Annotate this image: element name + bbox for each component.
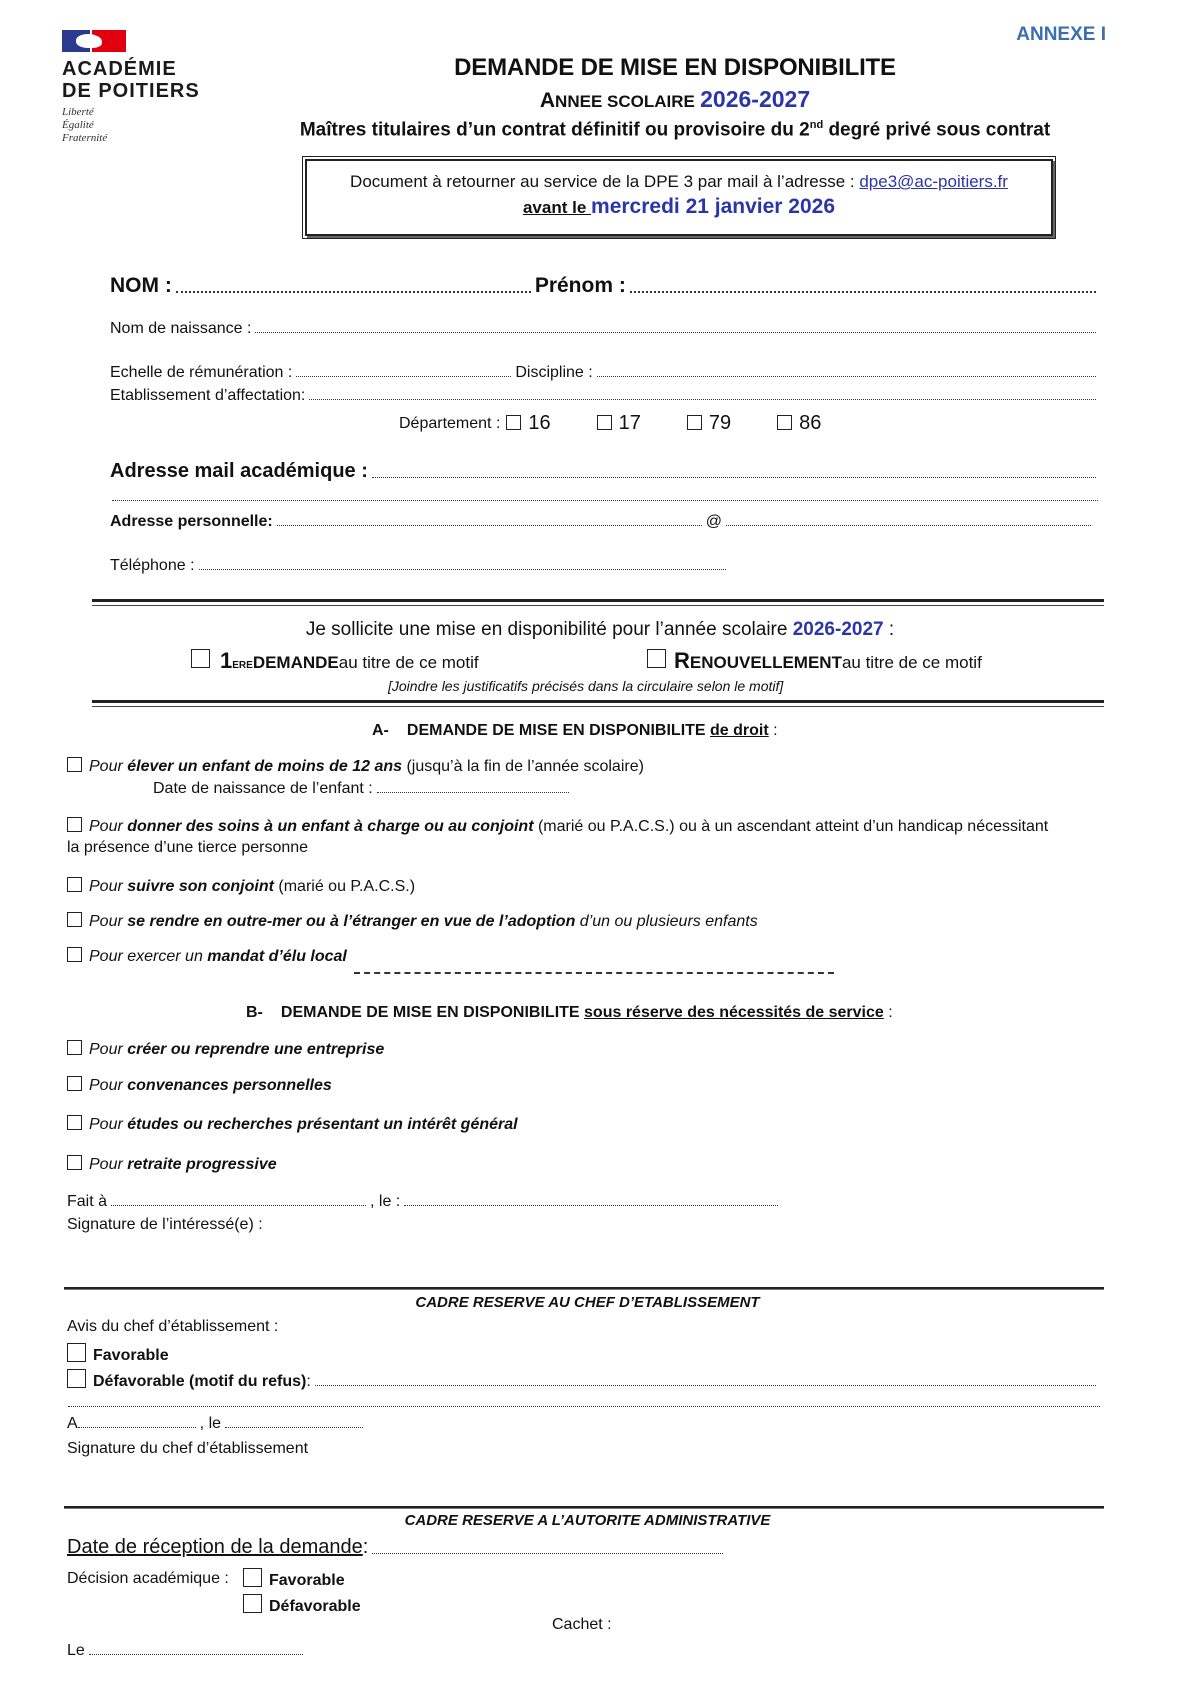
logo-poitiers: DE POITIERS	[62, 80, 200, 102]
option-a4-checkbox[interactable]	[67, 912, 82, 927]
chef-a-row: A , le	[67, 1415, 367, 1433]
mail-label: Adresse mail académique :	[110, 460, 368, 482]
chef-defavorable-option[interactable]: Défavorable (motif du refus)	[67, 1369, 306, 1391]
decision-defavorable-checkbox[interactable]	[243, 1594, 262, 1613]
decision-favorable-option[interactable]: Favorable	[243, 1568, 345, 1590]
chef-motif-field[interactable]	[315, 1384, 1096, 1386]
notice-email-link[interactable]: dpe3@ac-poitiers.fr	[859, 172, 1008, 191]
divider	[64, 1506, 1104, 1509]
telephone-label: Téléphone :	[110, 557, 195, 574]
sollicite-line: Je sollicite une mise en disponibilité pour l’année scolaire 2026-2027 :	[305, 619, 895, 640]
divider	[92, 599, 1104, 606]
mail-continuation[interactable]	[112, 500, 1098, 501]
checkbox-86[interactable]	[777, 415, 792, 430]
chef-defavorable-checkbox[interactable]	[67, 1369, 86, 1388]
departement-16[interactable]: 16	[506, 412, 550, 435]
divider	[64, 1287, 1104, 1290]
nom-prenom-row	[110, 274, 1100, 298]
adresse-field[interactable]	[277, 524, 702, 526]
section-a-title: A- DEMANDE DE MISE EN DISPONIBILITE de droit :	[372, 722, 778, 739]
etablissement-row	[110, 387, 1100, 405]
date-field[interactable]	[404, 1204, 778, 1206]
at-sign: @	[705, 513, 722, 530]
chef-signature-label: Signature du chef d’établissement	[67, 1440, 309, 1457]
logo-academie: ACADÉMIE	[62, 58, 177, 80]
chef-avis-label: Avis du chef d’établissement :	[67, 1318, 279, 1335]
notice-line1: Document à retourner au service de la DPE 3 par mail à l’adresse :	[350, 172, 860, 191]
adresse-label: Adresse personnelle:	[110, 513, 273, 530]
echelle-label: Echelle de rémunération :	[110, 364, 293, 381]
decision-label: Décision académique :	[67, 1570, 229, 1587]
reception-label: Date de réception de la demande	[67, 1536, 363, 1558]
renewal-option[interactable]: R ENOUVELLEMENT au titre de ce motif	[647, 648, 982, 674]
option-b2[interactable]: Pour convenances personnelles	[67, 1076, 332, 1095]
echelle-field[interactable]	[296, 375, 511, 377]
option-b2-checkbox[interactable]	[67, 1076, 82, 1091]
option-a5-checkbox[interactable]	[67, 947, 82, 962]
chef-favorable-checkbox[interactable]	[67, 1343, 86, 1362]
fait-field[interactable]	[111, 1204, 366, 1206]
option-a1-checkbox[interactable]	[67, 757, 82, 772]
adresse-field-2[interactable]	[726, 524, 1091, 526]
option-a2[interactable]: Pour donner des soins à un enfant à charge ou au conjoint (marié ou P.A.C.S.) ou à un ascendant atteint d’un handicap nécessitant	[67, 815, 1107, 839]
chef-motif-continuation[interactable]	[68, 1406, 1100, 1407]
chef-favorable-option[interactable]: Favorable	[67, 1343, 169, 1365]
echelle-row	[110, 364, 1100, 382]
fait-row	[67, 1193, 782, 1211]
option-b1-checkbox[interactable]	[67, 1040, 82, 1055]
motto-egalite: Égalité	[62, 119, 94, 131]
telephone-row	[110, 557, 730, 575]
joindre-note: [Joindre les justificatifs précisés dans la circulaire selon le motif]	[388, 678, 784, 694]
option-b4[interactable]: Pour retraite progressive	[67, 1155, 277, 1174]
annexe-label: ANNEXE I	[1016, 24, 1106, 45]
divider	[92, 700, 1104, 707]
naissance-label: Nom de naissance :	[110, 320, 252, 337]
departement-17[interactable]: 17	[597, 412, 641, 435]
chef-frame-title: CADRE RESERVE AU CHEF D’ETABLISSEMENT	[415, 1294, 760, 1311]
first-request-checkbox[interactable]	[191, 649, 210, 668]
autorite-le-row: Le	[67, 1642, 307, 1660]
le-label: , le :	[370, 1193, 401, 1210]
etablissement-field[interactable]	[309, 398, 1096, 400]
school-year-value: 2026-2027	[700, 86, 811, 112]
motto-fraternite: Fraternité	[62, 132, 108, 144]
departement-label: Département :	[399, 414, 501, 432]
departement-79[interactable]: 79	[687, 412, 731, 435]
option-a2-line2: la présence d’une tierce personne	[67, 839, 309, 856]
notice-deadline-prefix: avant le	[522, 198, 592, 217]
cachet-label: Cachet :	[552, 1616, 612, 1633]
option-a5[interactable]: Pour exercer un mandat d’élu local	[67, 947, 347, 966]
reception-row: Date de réception de la demande :	[67, 1536, 727, 1559]
option-b4-checkbox[interactable]	[67, 1155, 82, 1170]
departement-row	[399, 412, 821, 435]
option-b3[interactable]: Pour études ou recherches présentant un intérêt général	[67, 1115, 518, 1134]
prenom-field[interactable]	[630, 290, 1096, 293]
mail-row	[110, 460, 1100, 483]
notice-deadline: mercredi 21 janvier 2026	[591, 195, 836, 218]
section-b-title: B- DEMANDE DE MISE EN DISPONIBILITE sous réserve des nécessités de service :	[246, 1004, 893, 1021]
checkbox-17[interactable]	[597, 415, 612, 430]
motto-liberte: Liberté	[62, 106, 94, 118]
naissance-row	[110, 320, 1100, 338]
nom-field[interactable]	[176, 290, 531, 293]
child-birthdate-field[interactable]	[377, 791, 569, 793]
decision-favorable-checkbox[interactable]	[243, 1568, 262, 1587]
signature-label: Signature de l’intéressé(e) :	[67, 1216, 263, 1233]
reception-field[interactable]	[372, 1552, 723, 1554]
departement-86[interactable]: 86	[777, 412, 821, 435]
notice-box	[305, 159, 1053, 236]
dashed-divider	[354, 972, 834, 974]
discipline-label: Discipline :	[515, 364, 593, 381]
adresse-row	[110, 513, 1095, 531]
fait-label: Fait à	[67, 1193, 108, 1210]
nom-label: NOM :	[110, 274, 172, 297]
discipline-field[interactable]	[597, 375, 1096, 377]
renewal-checkbox[interactable]	[647, 649, 666, 668]
mail-field[interactable]	[372, 476, 1096, 478]
flag-icon	[62, 30, 126, 52]
telephone-field[interactable]	[199, 568, 726, 570]
option-a4[interactable]: Pour se rendre en outre-mer ou à l’étranger en vue de l’adoption d’un ou plusieurs enfants	[67, 912, 758, 931]
decision-defavorable-option[interactable]: Défavorable	[243, 1594, 361, 1616]
child-birthdate-row: Date de naissance de l’enfant :	[153, 780, 573, 798]
prenom-label: Prénom :	[534, 274, 626, 297]
school-year: ANNEE SCOLAIRE 2026-2027	[539, 86, 811, 112]
etablissement-label: Etablissement d’affectation:	[110, 387, 306, 404]
chef-a-field[interactable]	[78, 1426, 196, 1428]
option-a2-checkbox[interactable]	[67, 817, 82, 832]
autorite-date-field[interactable]	[89, 1653, 303, 1655]
chef-defavorable-row: Défavorable (motif du refus) :	[67, 1369, 1100, 1391]
chef-date-field[interactable]	[225, 1426, 363, 1428]
option-a3-checkbox[interactable]	[67, 877, 82, 892]
naissance-field[interactable]	[255, 331, 1096, 333]
option-a1[interactable]: Pour élever un enfant de moins de 12 ans (jusqu’à la fin de l’année scolaire)	[67, 757, 644, 776]
autorite-frame-title: CADRE RESERVE A L’AUTORITE ADMINISTRATIVE	[404, 1512, 771, 1529]
subtitle: Maîtres titulaires d’un contrat définitif ou provisoire du 2nd degré privé sous contrat	[299, 119, 1051, 141]
first-request-option[interactable]: 1 $_{ERE}$ DEMANDE au titre de ce motif	[191, 648, 479, 674]
checkbox-16[interactable]	[506, 415, 521, 430]
option-b3-checkbox[interactable]	[67, 1115, 82, 1130]
option-a3[interactable]: Pour suivre son conjoint (marié ou P.A.C.S.)	[67, 877, 415, 896]
option-b1[interactable]: Pour créer ou reprendre une entreprise	[67, 1040, 384, 1059]
page-title: DEMANDE DE MISE EN DISPONIBILITE	[454, 54, 896, 81]
checkbox-79[interactable]	[687, 415, 702, 430]
